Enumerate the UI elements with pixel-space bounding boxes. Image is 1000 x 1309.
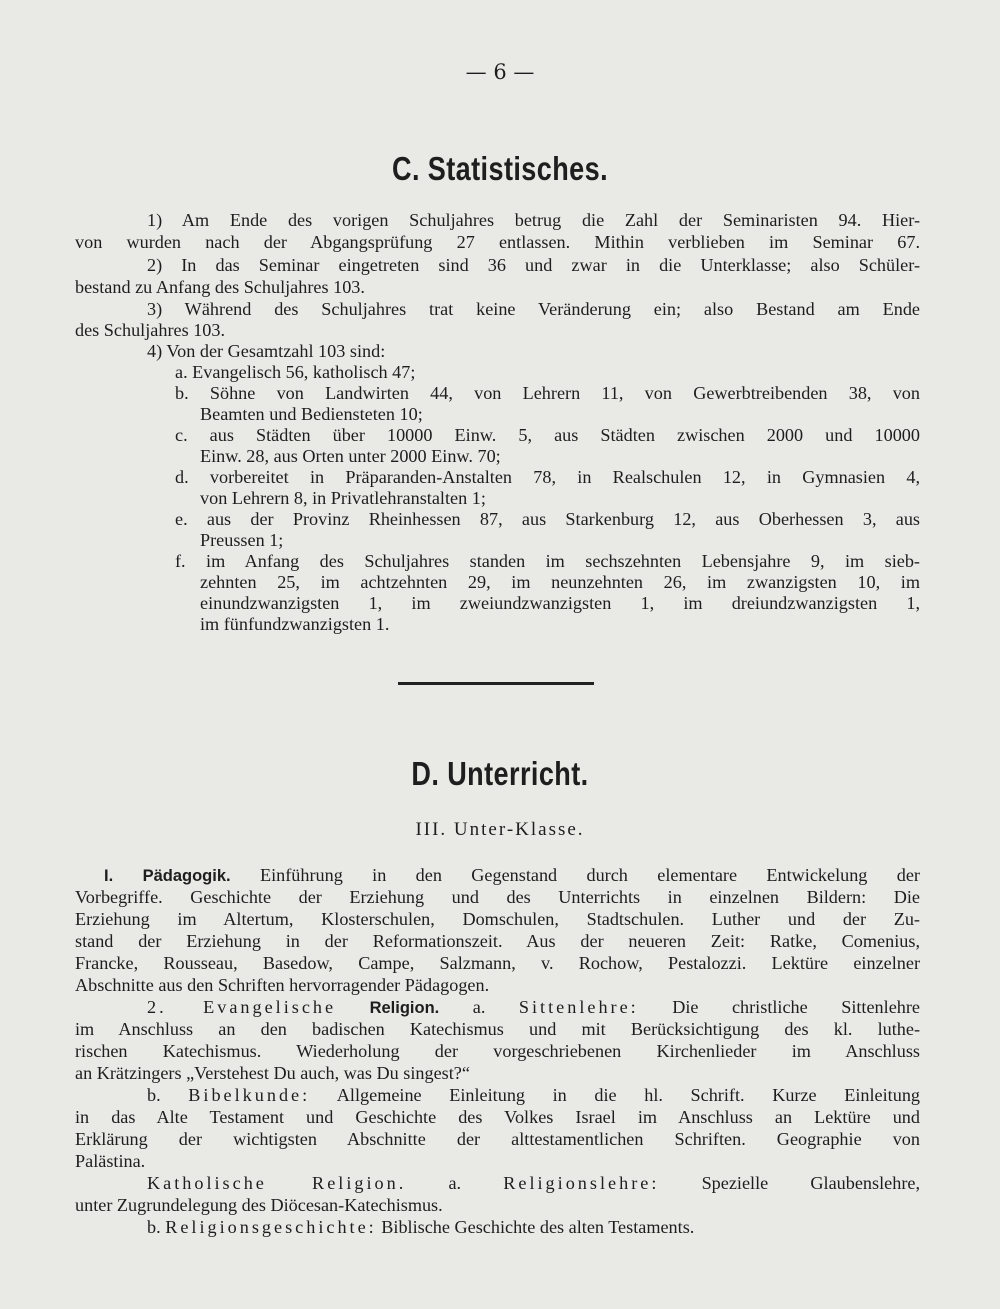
text-line [104,865,920,886]
text-run: b. [147,1085,189,1105]
subject-label: Religion. [369,999,440,1017]
text-line: Einw. 28, aus Orten unter 2000 Einw. 70; [200,446,501,466]
text-line [147,1085,920,1105]
text-run: Sittenlehre: [518,997,639,1017]
text-line: Beamten und Bediensteten 10; [200,404,423,424]
text-run: Religionslehre: [503,1173,660,1193]
text-line: im Anschluss an den badischen Katechismus und mit Berücksichtigung des kl. luthe- [75,1019,920,1039]
text-line: Erziehung im Altertum, Klosterschulen, Domschulen, Stadtschulen. Luther und der Zu- [75,909,920,929]
text-line: stand der Erziehung in der Reformationszeit. Aus der neueren Zeit: Ratke, Comenius, [75,931,920,951]
text-line: zehnten 25, im achtzehnten 29, im neunzehnten 26, im zwanzigsten 10, im [200,572,920,592]
text-line: im fünfundzwanzigsten 1. [200,614,390,634]
text-line: rischen Katechismus. Wiederholung der vorgeschriebenen Kirchenlieder im Anschluss [75,1041,920,1061]
text-run: Bibelkunde: [188,1085,311,1105]
text-line: von Lehrern 8, in Privatlehranstalten 1; [200,488,486,508]
text-line: einundzwanzigsten 1, im zweiundzwanzigsten 1, im dreiundzwanzigsten 1, [200,593,920,613]
text-line: Abschnitte aus den Schriften hervorragender Pädagogen. [75,975,490,995]
text-run: Biblische Geschichte des alten Testaments. [376,1217,695,1237]
list-item: d. vorbereitet in Präparanden-Anstalten 78, in Realschulen 12, in Gymnasien 4, [175,467,920,487]
text-line: Vorbegriffe. Geschichte der Erziehung und des Unterrichts in einzelnen Bildern: Die [75,887,920,907]
list-item: c. aus Städten über 10000 Einw. 5, aus Städten zwischen 2000 und 10000 [175,425,920,445]
text-line: Palästina. [75,1151,146,1171]
text-run: Religionsgeschichte: [165,1217,377,1237]
list-item: a. Evangelisch 56, katholisch 47; [175,362,416,382]
class-heading: III. Unter-Klasse. [415,819,585,840]
text-line: 4) Von der Gesamtzahl 103 sind: [147,341,386,361]
text-line: unter Zugrundelegung des Diöcesan-Katechismus. [75,1195,443,1215]
text-run: Katholische Religion. [147,1173,407,1193]
text-line: Preussen 1; [200,530,284,550]
text-run: 2. Evangelische [147,997,337,1017]
list-item: f. im Anfang des Schuljahres standen im sechszehnten Lebensjahre 9, im sieb- [175,551,920,571]
text-run: a. [439,997,519,1017]
text-run: Einführung in den Gegenstand durch elementare Entwickelung der [230,865,920,885]
subject-label: I. Pädagogik. [104,867,231,885]
page-number: — 6 — [465,60,535,84]
list-item: b. Söhne von Landwirten 44, von Lehrern 11, von Gewerbtreibenden 38, von [175,383,920,403]
text-line [147,997,920,1018]
list-item: e. aus der Provinz Rheinhessen 87, aus Starkenburg 12, aus Oberhessen 3, aus [175,509,920,529]
text-line: von wurden nach der Abgangsprüfung 27 entlassen. Mithin verblieben im Seminar 67. [75,232,920,252]
section-d-title: D. Unterricht. [411,755,589,792]
text-line: Francke, Rousseau, Basedow, Campe, Salzmann, v. Rochow, Pestalozzi. Lektüre einzelner [75,953,920,973]
text-line: 3) Während des Schuljahres trat keine Veränderung ein; also Bestand am Ende [147,299,920,319]
text-line: bestand zu Anfang des Schuljahres 103. [75,277,365,297]
text-run: b. [147,1217,166,1237]
text-line: in das Alte Testament und Geschichte des Volkes Israel im Anschluss an Lektüre und [75,1107,920,1127]
text-line [147,1173,920,1193]
text-line: des Schuljahres 103. [75,320,226,340]
text-line [147,1217,992,1237]
text-run: a. [406,1173,504,1193]
text-line: 1) Am Ende des vorigen Schuljahres betrug die Zahl der Seminaristen 94. Hier- [147,210,920,230]
section-c-title: C. Statistisches. [391,150,609,187]
text-line: 2) In das Seminar eingetreten sind 36 und zwar in die Unterklasse; also Schüler- [147,255,920,275]
text-run: Allgemeine Einleitung in die hl. Schrift. Kurze Einleitung [310,1085,921,1105]
text-line: Erklärung der wichtigsten Abschnitte der alttestamentlichen Schriften. Geographie von [75,1129,920,1149]
text-line: an Krätzingers „Verstehest Du auch, was Du singest?“ [75,1063,470,1083]
text-run: Die christliche Sittenlehre [638,997,920,1017]
section-divider [398,682,594,685]
text-run: Spezielle Glaubenslehre, [659,1173,920,1193]
